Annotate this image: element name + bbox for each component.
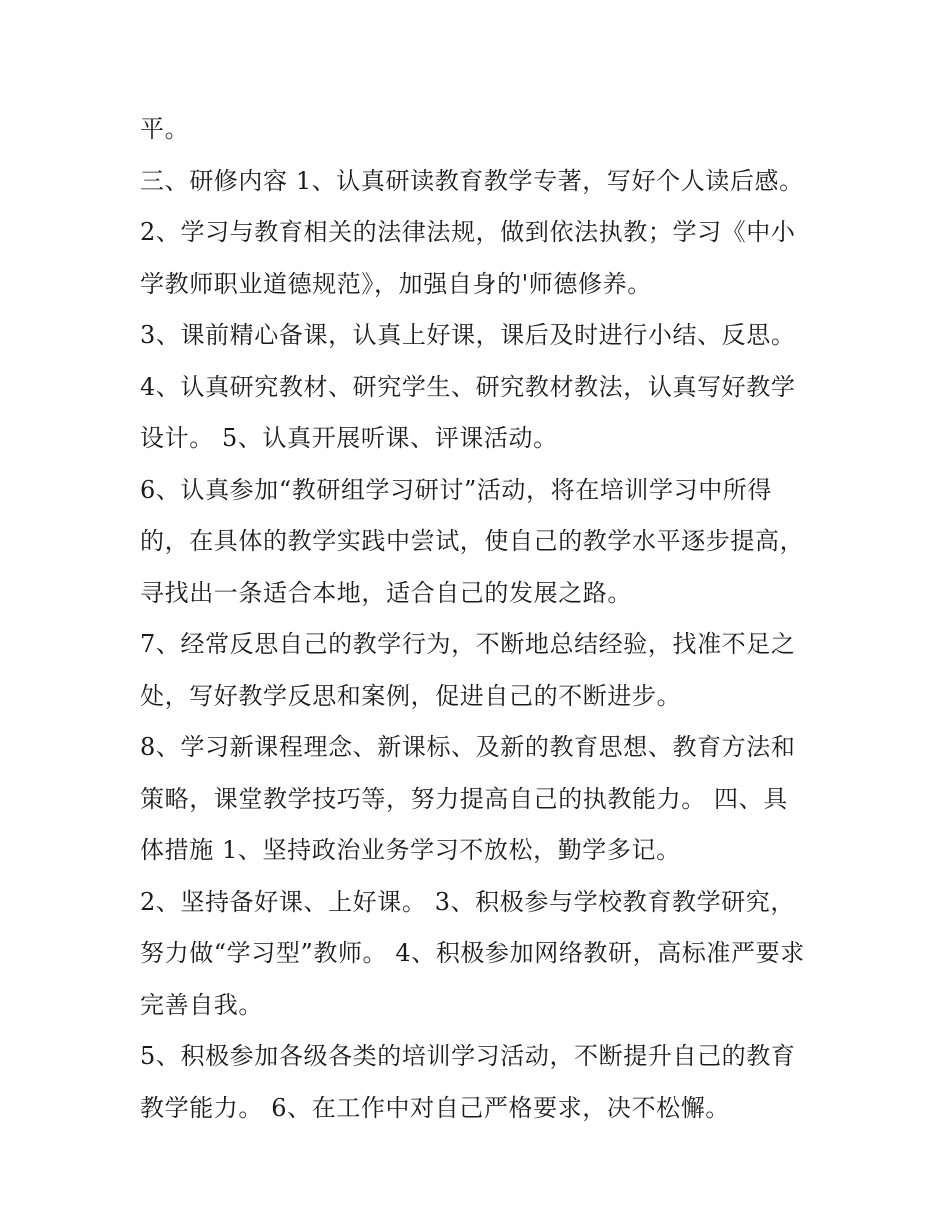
text-line: 学教师职业道德规范》，加强自身的'师德修养。 (140, 269, 652, 298)
text-line: 的，在具体的教学实践中尝试，使自己的教学水平逐步提高， (140, 527, 805, 555)
text-line: 策略，课堂教学技巧等，努力提高自己的执教能力。 四、具 (140, 784, 788, 813)
text-line: 3、课前精心备课，认真上好课，课后及时进行小结、反思。 (140, 321, 796, 349)
text-line: 设计。 5、认真开展听课、评课活动。 (140, 424, 558, 452)
text-line: 5、积极参加各级各类的培训学习活动，不断提升自己的教育 (140, 1042, 796, 1070)
text-line: 教学能力。 6、在工作中对自己严格要求，决不松懈。 (140, 1093, 730, 1122)
text-line: 6、认真参加“教研组学习研讨”活动，将在培训学习中所得 (140, 475, 773, 504)
text-line: 2、学习与教育相关的法律法规，做到依法执教；学习《中小 (140, 218, 796, 246)
text-line: 处，写好教学反思和案例，促进自己的不断进步。 (140, 681, 682, 710)
text-line: 体措施 1、坚持政治业务学习不放松，勤学多记。 (140, 836, 681, 864)
document-body (140, 104, 820, 1134)
text-line: 完善自我。 (140, 990, 263, 1019)
text-line: 三、研修内容 1、认真研读教育教学专著，写好个人读后感。 (140, 166, 804, 195)
text-line: 7、经常反思自己的教学行为，不断地总结经验，找准不足之 (140, 630, 796, 658)
text-line: 寻找出一条适合本地，适合自己的发展之路。 (140, 578, 632, 607)
text-line: 努力做“学习型”教师。 4、积极参加网络教研，高标准严要求 (140, 939, 805, 967)
text-line: 8、学习新课程理念、新课标、及新的教育思想、教育方法和 (140, 733, 796, 761)
text-line: 平。 (140, 115, 190, 143)
text-line: 4、认真研究教材、研究学生、研究教材教法，认真写好教学 (140, 372, 796, 401)
text-line: 2、坚持备好课、上好课。 3、积极参与学校教育教学研究， (140, 887, 795, 916)
